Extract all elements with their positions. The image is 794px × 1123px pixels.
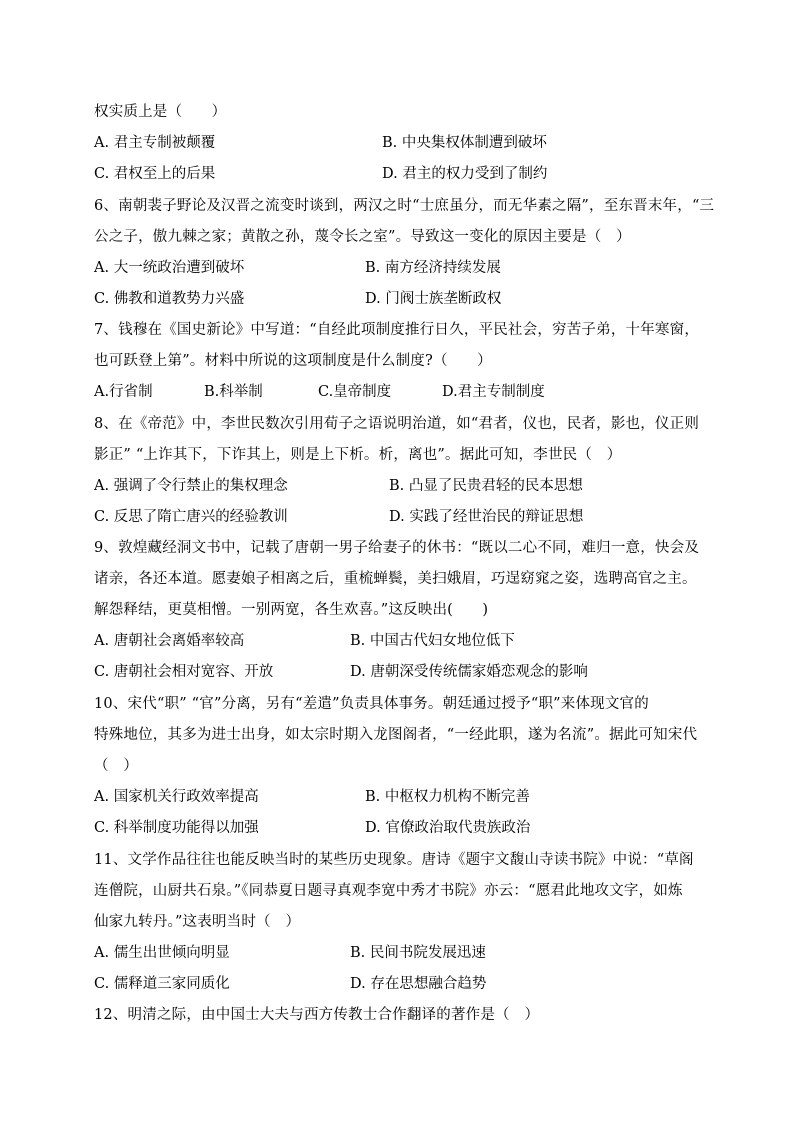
q10-option-b: B. 中枢权力机构不断完善 [365, 789, 530, 805]
question-9-stem-line1: 9、敦煌藏经洞文书中，记载了唐朝一男子给妻子的休书：“既以二心不同，难归一意，快会及 [94, 540, 700, 556]
q5-option-a: A. 君主专制被颠覆 [94, 135, 216, 151]
question-10-stem-line3: （ ） [94, 758, 139, 774]
question-7-stem-line1: 7、钱穆在《国史新论》中写道：“自经此项制度推行日久，平民社会，穷苦子弟，十年寒窗， [94, 322, 700, 338]
q9-option-a: A. 唐朝社会离婚率较高 [94, 633, 245, 649]
q9-option-b: B. 中国古代妇女地位低下 [350, 633, 515, 649]
q8-option-d: D. 实践了经世治民的辩证思想 [389, 509, 584, 525]
question-11-stem-line3: 仙家九转丹。”这表明当时（ ） [94, 914, 301, 930]
q6-option-c: C. 佛教和道教势力兴盛 [94, 291, 245, 307]
question-6-stem-line2: 公之子，傲九棘之家；黄散之孙，蔑令长之室”。导致这一变化的原因主要是（ ） [94, 229, 631, 245]
q6-option-d: D. 门阀士族垄断政权 [365, 291, 502, 307]
question-8-stem-line1: 8、在《帝范》中，李世民数次引用荀子之语说明治道，如“君者，仪也，民者，影也，仪正则 [94, 416, 700, 432]
question-9-stem-line3: 解怨释结，更莫相憎。一别两宽，各生欢喜。”这反映出( ) [94, 602, 489, 618]
q8-option-c: C. 反思了隋亡唐兴的经验教训 [94, 509, 288, 525]
question-5-stem-end: 权实质上是（ ） [94, 104, 227, 120]
q6-option-a: A. 大一统政治遭到破坏 [94, 260, 245, 276]
question-9-stem-line2: 诸亲，各还本道。愿妻娘子相离之后，重梳蝉鬓，美扫娥眉，巧逞窈窕之姿，选聘高官之主。 [94, 571, 697, 587]
q9-option-c: C. 唐朝社会相对宽容、开放 [94, 664, 274, 680]
q11-option-b: B. 民间书院发展迅速 [350, 945, 486, 961]
question-6-stem-line1: 6、南朝裴子野论及汉晋之流变时谈到，两汉之时“士庶虽分，而无华素之隔”，至东晋末年，“三 [94, 198, 715, 214]
q7-option-a: A.行省制 [94, 384, 153, 400]
q7-option-c: C.皇帝制度 [318, 384, 392, 400]
question-11-stem-line2: 连僧院，山厨共石泉。”《同恭夏日题寻真观李宽中秀才书院》亦云：“愿君此地攻文字，如炼 [94, 883, 683, 899]
q8-option-a: A. 强调了令行禁止的集权理念 [94, 478, 288, 494]
question-11-stem-line1: 11、文学作品往往也能反映当时的某些历史现象。唐诗《题宇文馥山寺读书院》中说：“草阁 [94, 852, 694, 868]
question-8-stem-line2: 影正” “上诈其下，下诈其上，则是上下析。析，离也”。据此可知，李世民（ ） [94, 447, 622, 463]
q11-option-c: C. 儒释道三家同质化 [94, 976, 230, 992]
q6-option-b: B. 南方经济持续发展 [365, 260, 501, 276]
q7-option-b: B.科举制 [204, 384, 263, 400]
q5-option-c: C. 君权至上的后果 [94, 166, 216, 182]
q5-option-d: D. 君主的权力受到了制约 [382, 166, 548, 182]
question-10-stem-line1: 10、宋代“职” “官”分离，另有“差遣”负责具体事务。朝廷通过授予“职”来体现文官的 [94, 696, 649, 712]
question-10-stem-line2: 特殊地位，其多为进士出身，如太宗时期入龙图阁者，“一经此职，遂为名流”。据此可知宋代 [94, 727, 698, 743]
q10-option-a: A. 国家机关行政效率提高 [94, 789, 259, 805]
q7-option-d: D.君主专制制度 [442, 384, 545, 400]
q10-option-d: D. 官僚政治取代贵族政治 [365, 820, 531, 836]
q8-option-b: B. 凸显了民贵君轻的民本思想 [389, 478, 583, 494]
q5-option-b: B. 中央集权体制遭到破坏 [382, 135, 547, 151]
q9-option-d: D. 唐朝深受传统儒家婚恋观念的影响 [350, 664, 588, 680]
question-12-stem: 12、明清之际，由中国士大夫与西方传教士合作翻译的著作是（ ） [94, 1007, 540, 1023]
question-7-stem-line2: 也可跃登上第”。材料中所说的这项制度是什么制度?（ ） [94, 353, 492, 369]
q11-option-a: A. 儒生出世倾向明显 [94, 945, 230, 961]
q11-option-d: D. 存在思想融合趋势 [350, 976, 487, 992]
q10-option-c: C. 科举制度功能得以加强 [94, 820, 259, 836]
